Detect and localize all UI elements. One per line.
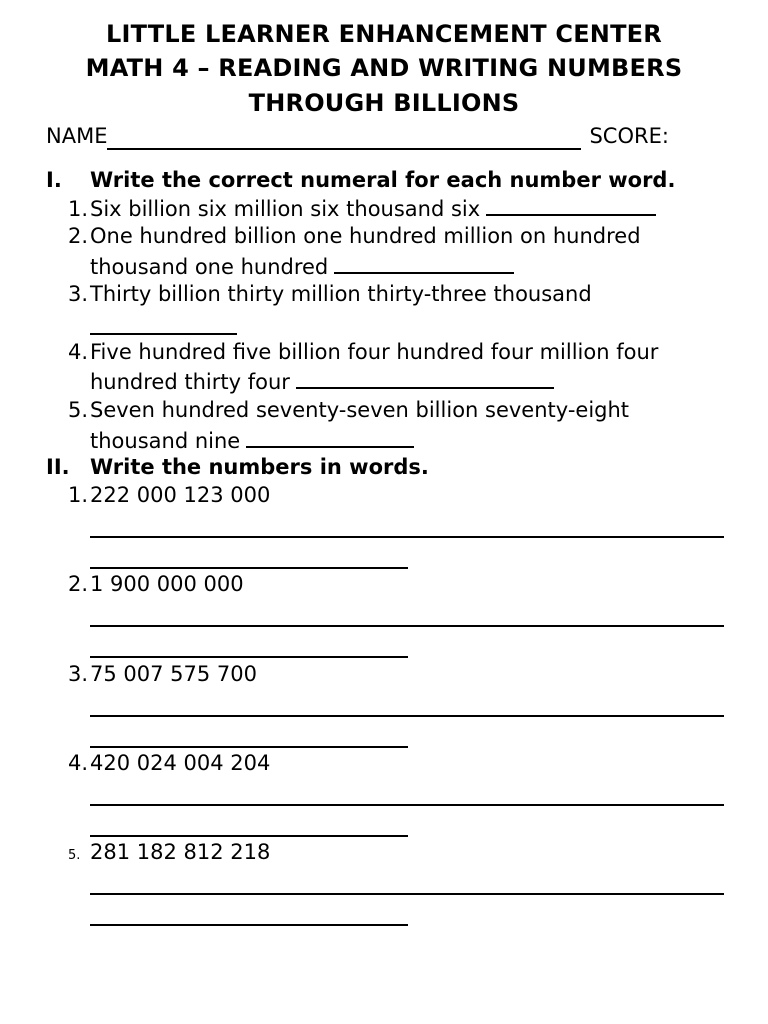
title-subject: MATH 4 – READING AND WRITING NUMBERS — [85, 54, 683, 82]
answer-line-1[interactable] — [90, 893, 724, 895]
s1-item-3 — [68, 279, 728, 309]
item-number: 2. — [68, 224, 89, 248]
section-2-instruction: Write the numbers in words. — [90, 455, 429, 479]
answer-line-2[interactable] — [90, 924, 408, 926]
item-text: Thirty billion thirty million thirty-three thousand — [90, 282, 592, 306]
s1-item-5 — [68, 395, 728, 425]
section-1-heading — [46, 166, 675, 194]
answer-blank[interactable] — [90, 333, 237, 335]
section-1-instruction: Write the correct numeral for each number word. — [90, 168, 676, 192]
answer-blank[interactable] — [246, 426, 414, 448]
item-text-continued: hundred thirty four — [90, 370, 290, 394]
item-number: 5. — [68, 398, 89, 422]
answer-line-2[interactable] — [90, 656, 408, 658]
item-text: Five hundred five billion four hundred four million four — [90, 340, 659, 364]
s1-item-4 — [68, 337, 728, 367]
name-label: NAME — [46, 124, 108, 148]
s1-item-4-continued — [90, 367, 554, 397]
item-text-continued: thousand one hundred — [90, 255, 329, 279]
answer-blank[interactable] — [486, 194, 656, 216]
item-number: 1. — [68, 483, 89, 507]
s2-item-5 — [68, 837, 728, 871]
item-number: 3. — [68, 282, 89, 306]
item-number-value: 1 900 000 000 — [90, 572, 244, 596]
item-number: 4. — [68, 751, 89, 775]
score-label: SCORE: — [589, 124, 669, 148]
item-number-value: 420 024 004 204 — [90, 751, 271, 775]
s1-item-1 — [68, 194, 728, 224]
item-text: Six billion six million six thousand six — [90, 197, 481, 221]
s1-item-5-continued — [90, 426, 414, 456]
s2-item-2 — [68, 569, 728, 599]
answer-blank[interactable] — [296, 367, 554, 389]
answer-blank[interactable] — [334, 252, 514, 274]
item-number: 5. — [68, 848, 81, 863]
item-number-value: 75 007 575 700 — [90, 662, 257, 686]
item-text-continued: thousand nine — [90, 429, 241, 453]
s2-item-3 — [68, 659, 728, 689]
item-number: 1. — [68, 197, 89, 221]
answer-line-1[interactable] — [90, 804, 724, 806]
answer-line-1[interactable] — [90, 625, 724, 627]
answer-line-1[interactable] — [90, 536, 724, 538]
section-2-roman: II. — [46, 455, 70, 479]
s2-item-1 — [68, 480, 728, 510]
item-text: One hundred billion one hundred million on hundred — [90, 224, 641, 248]
title-center-name: LITTLE LEARNER ENHANCEMENT CENTER — [106, 20, 662, 48]
s2-item-4 — [68, 748, 728, 778]
name-blank-line[interactable] — [107, 126, 581, 150]
s1-item-2-continued — [90, 252, 514, 282]
item-number: 2. — [68, 572, 89, 596]
answer-line-1[interactable] — [90, 715, 724, 717]
item-number-value: 222 000 123 000 — [90, 483, 271, 507]
name-score-row — [46, 122, 726, 150]
item-number: 4. — [68, 340, 89, 364]
item-number: 3. — [68, 662, 89, 686]
item-number-value: 281 182 812 218 — [90, 840, 271, 864]
section-2-heading — [46, 453, 429, 481]
section-1-roman: I. — [46, 168, 62, 192]
title-topic: THROUGH BILLIONS — [248, 89, 520, 117]
s1-item-2 — [68, 221, 728, 251]
item-text: Seven hundred seventy-seven billion seventy-eight — [90, 398, 630, 422]
